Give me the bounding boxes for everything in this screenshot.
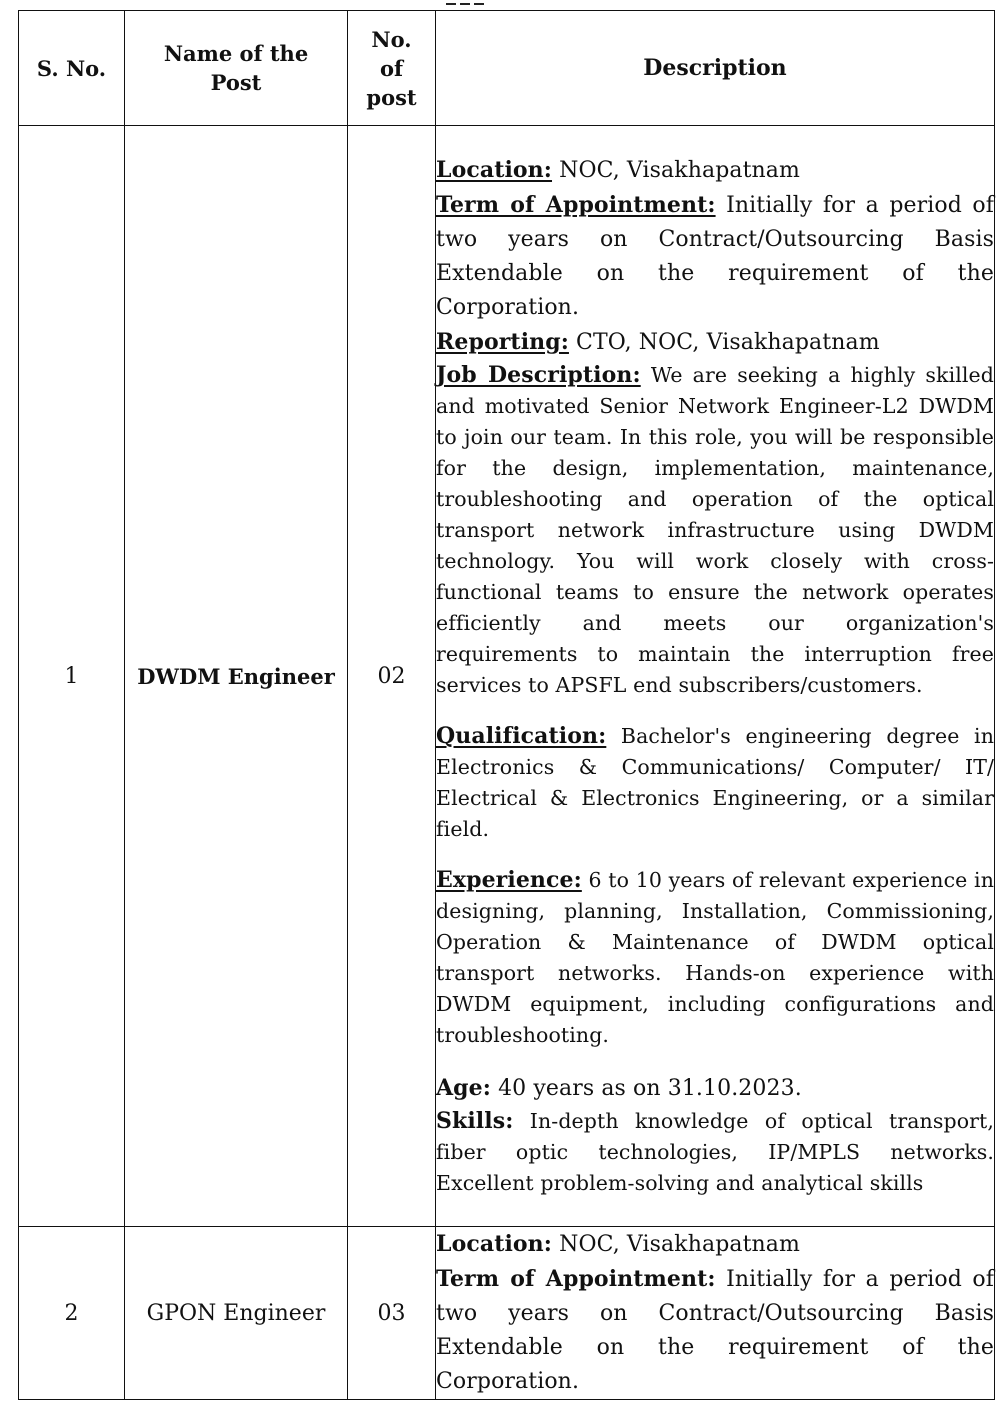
header-name: Name of the Post: [125, 11, 348, 126]
term-value: Initially for a period of two years on Contract/Outsourcing Basis Extendable on the requirement of the Corporation.: [436, 1267, 994, 1394]
row-description: [436, 126, 995, 1227]
job-description-label: Job Description:: [436, 362, 641, 388]
row-sno: 1: [19, 126, 125, 1227]
row-post-name: DWDM Engineer: [125, 126, 348, 1227]
qualification-paragraph: [436, 721, 994, 845]
job-description-value: We are seeking a highly skilled and motivated Senior Network Engineer-L2 DWDM to join our team. In this role, you will be responsible for the design, implementation, maintenance, troubleshooting and operation of the optical transport network infrastructure using DWDM technology. You will work closely with cross-functional teams to ensure the network operates efficiently and meets our organization's requirements to maintain the interruption free services to APSFL end subscribers/customers.: [436, 363, 994, 697]
row-post-count: 03: [348, 1227, 436, 1400]
term-value: Initially for a period of two years on Contract/Outsourcing Basis Extendable on the requirement of the Corporation.: [436, 193, 994, 320]
row-description: [436, 1227, 995, 1400]
posts-table: [18, 10, 995, 1400]
age-value: 40 years as on 31.10.2023.: [490, 1076, 802, 1101]
skills-value: In-depth knowledge of optical transport, fiber optic technologies, IP/MPLS networks. Excellent problem-solving and analytical skills: [436, 1109, 994, 1195]
reporting-label: Reporting:: [436, 329, 569, 355]
age-label: Age:: [436, 1075, 491, 1101]
table-row: [19, 1227, 995, 1400]
location-value: NOC, Visakhapatnam: [552, 1232, 800, 1257]
qualification-value: Bachelor's engineering degree in Electronics & Communications/ Computer/ IT/ Electrical & Electronics Engineering, or a similar field.: [436, 724, 994, 841]
skills-label: Skills:: [436, 1108, 514, 1134]
cropped-heading-fragment: [446, 0, 556, 6]
table-header-row: [19, 11, 995, 126]
row-post-name: GPON Engineer: [125, 1227, 348, 1400]
table-row: [19, 126, 995, 1227]
header-description: Description: [436, 11, 995, 126]
row-post-count: 02: [348, 126, 436, 1227]
location-line: [436, 1227, 994, 1262]
term-label: Term of Appointment:: [436, 1266, 716, 1292]
location-value: NOC, Visakhapatnam: [552, 158, 800, 183]
reporting-value: CTO, NOC, Visakhapatnam: [568, 330, 880, 355]
qualification-label: Qualification:: [436, 723, 607, 749]
row-sno: 2: [19, 1227, 125, 1400]
age-line: [436, 1071, 994, 1106]
header-count: No. of post: [348, 11, 436, 126]
reporting-line: [436, 325, 994, 360]
term-label: Term of Appointment:: [436, 192, 716, 218]
location-label: Location:: [436, 157, 553, 183]
experience-paragraph: [436, 865, 994, 1051]
location-line: [436, 153, 994, 188]
job-description-paragraph: [436, 360, 994, 701]
location-label: Location:: [436, 1231, 553, 1257]
experience-value: 6 to 10 years of relevant experience in designing, planning, Installation, Commissioning, Operation & Maintenance of DWDM optical transport networks. Hands-on experience with DWDM equipment, including configurations and troubleshooting.: [436, 868, 994, 1047]
header-sno: S. No.: [19, 11, 125, 126]
term-line: [436, 188, 994, 325]
term-line: [436, 1262, 994, 1399]
skills-paragraph: [436, 1106, 994, 1199]
experience-label: Experience:: [436, 867, 582, 893]
